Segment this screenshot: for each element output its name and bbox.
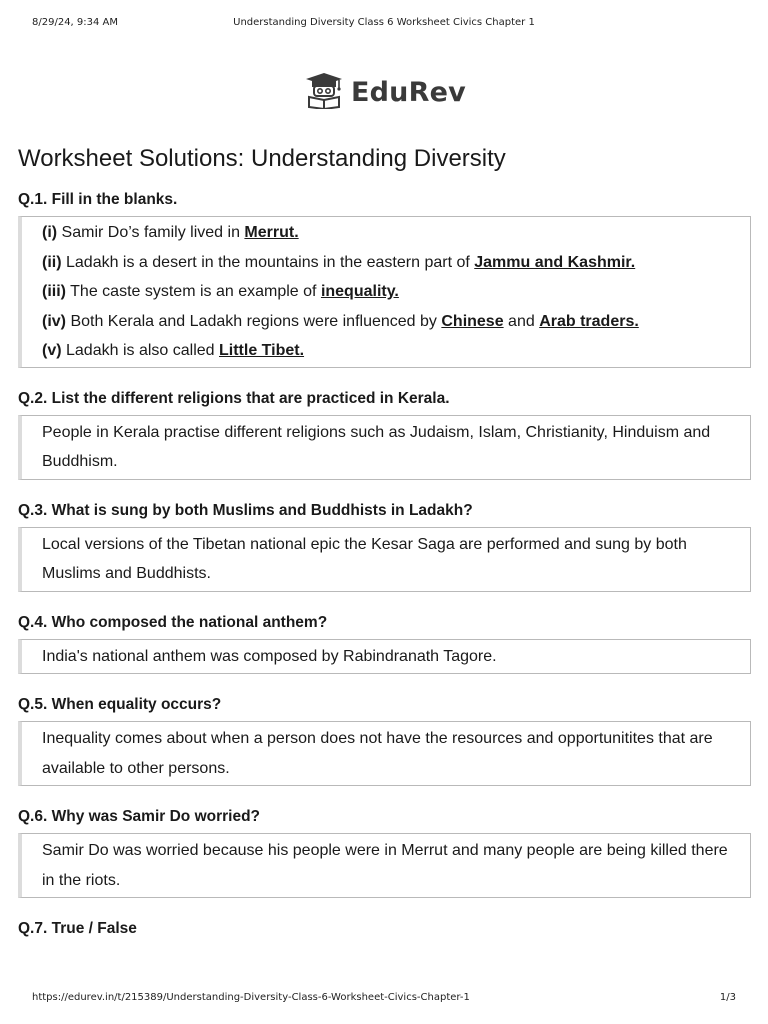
item-answer: Merrut. [244, 224, 299, 241]
item-text: The caste system is an example of [66, 283, 321, 300]
answer-text: India's national anthem was composed by Rabindranath Tagore. [42, 647, 497, 665]
item-text: Ladakh is also called [61, 342, 219, 359]
question-6: Q.6. Why was Samir Do worried? [18, 808, 261, 825]
blank-item-5 [42, 336, 738, 366]
item-text: Ladakh is a desert in the mountains in the eastern part of [61, 253, 475, 271]
item-number: (i) [42, 224, 58, 241]
brand-name: EduRev [351, 76, 466, 108]
item-text: and [503, 312, 540, 330]
print-footer [32, 992, 736, 1006]
item-answer: Chinese [441, 312, 504, 330]
worksheet-content [18, 142, 751, 945]
item-answer: Arab traders. [539, 312, 639, 330]
blank-item-4 [42, 307, 738, 337]
answer-box-4 [18, 639, 751, 675]
answer-box-2 [18, 415, 751, 480]
question-1: Q.1. Fill in the blanks. [18, 191, 178, 208]
page-title: Worksheet Solutions: Understanding Diversity [18, 145, 506, 172]
item-text: Both Kerala and Ladakh regions were influenced by [66, 312, 442, 330]
answer-text: Local versions of the Tibetan national epic the Kesar Saga are performed and sung by both Muslims and Buddhists. [42, 535, 687, 582]
blank-item-2 [42, 248, 738, 278]
item-number: (v) [42, 342, 62, 359]
answer-text: Samir Do was worried because his people were in Merrut and many people are being killed there in the riots. [42, 842, 728, 889]
question-4: Q.4. Who composed the national anthem? [18, 613, 328, 631]
print-header [32, 17, 736, 31]
blank-item-1 [42, 218, 738, 248]
answer-text: People in Kerala practise different religions such as Judaism, Islam, Christianity, Hinduism and Buddhism. [42, 423, 711, 470]
answer-box-3 [18, 527, 751, 592]
answer-text: Inequality comes about when a person does not have the resources and opportunitites that are available to other persons. [42, 730, 713, 777]
item-text: Samir Do’s family lived in [57, 224, 245, 241]
edurev-logo[interactable] [303, 72, 466, 112]
print-doc-title: Understanding Diversity Class 6 Worksheet Civics Chapter 1 [233, 17, 535, 28]
item-answer: inequality. [320, 283, 399, 300]
blank-item-3 [42, 277, 738, 307]
question-5: Q.5. When equality occurs? [18, 696, 222, 713]
page-number: 1/3 [719, 992, 736, 1003]
answer-box-5 [18, 721, 751, 786]
print-date: 8/29/24, 9:34 AM [32, 17, 119, 28]
question-7: Q.7. True / False [18, 920, 137, 937]
page-url[interactable]: https://edurev.in/t/215389/Understanding-Diversity-Class-6-Worksheet-Civics-Chapter-1 [32, 992, 470, 1003]
item-number: (iv) [42, 312, 66, 330]
answer-box-6 [18, 833, 751, 898]
item-answer: Little Tibet. [219, 342, 305, 359]
item-number: (iii) [42, 283, 66, 300]
answer-box-1 [18, 216, 751, 368]
item-number: (ii) [42, 253, 62, 271]
item-answer: Jammu and Kashmir. [474, 253, 636, 271]
question-2: Q.2. List the different religions that are practiced in Kerala. [18, 389, 450, 407]
graduation-cap-book-icon [303, 71, 345, 114]
question-3: Q.3. What is sung by both Muslims and Buddhists in Ladakh? [18, 501, 473, 519]
